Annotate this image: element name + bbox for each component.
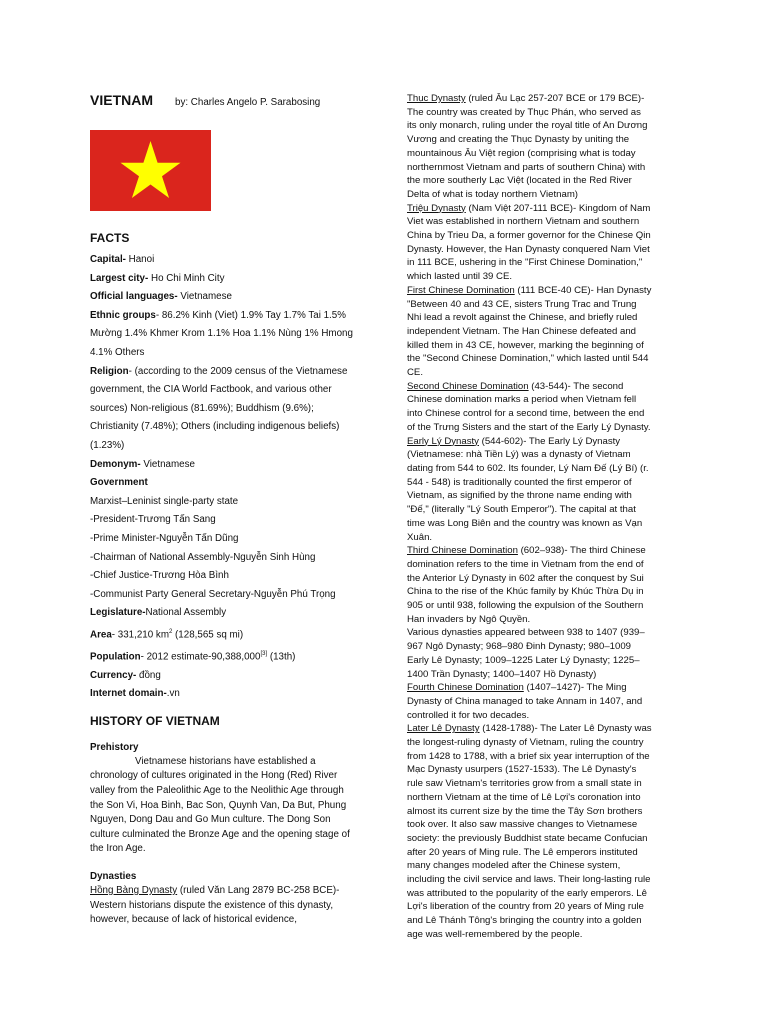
area-superscript: 2 [168,628,173,635]
left-column [90,92,360,928]
prehistory-paragraph [90,755,360,857]
fact-capital [90,251,360,270]
history-heading: HISTORY OF VIETNAM [90,713,220,728]
population-footnote: [3] [260,650,268,657]
author-line: by: Charles Angelo P. Sarabosing [175,97,321,108]
dynasties-heading: Dynasties [90,870,137,882]
dynasty-name: First Chinese Domination [407,284,515,296]
fact-value: Vietnamese [177,291,232,303]
dynasty-name: Later Lê Dynasty [407,723,480,735]
fact-religion [90,363,360,456]
fourth-domination-paragraph [407,681,652,722]
fact-label: Religion [90,365,129,377]
fact-label: Population [90,651,141,662]
fact-internet-domain [90,685,360,704]
dynasty-name: Early Lý Dynasty [407,435,479,447]
fact-prime-minister: -Prime Minister-Nguyễn Tấn Dũng [90,532,239,544]
fact-demonym [90,456,360,475]
fact-value: Vietnamese [140,458,195,470]
fact-label: Capital- [90,254,126,265]
fact-chairman: -Chairman of National Assembly-Nguyễn Sinh Hùng [90,551,316,563]
third-domination-paragraph [407,544,652,626]
fact-label: Government [90,477,148,489]
trieu-dynasty-paragraph [407,202,652,284]
fact-value: - (according to the 2009 census of the Vietnamese government, the CIA World Factbook, and various other sources) Non-religious (81.69%); Buddhism (9.6%); Christianity (7.48%); Others (including indigenous beliefs) (1.23%) [90,365,348,451]
prehistory-text: Vietnamese historians have established a chronology of cultures originated in the Hong (Red) River valley from the Paleolithic Age to the Neolithic Age through the Son Vi, Hoa Binh, Bac Son, Quynh Van, Da But, Phung Nguyen, Dong Dau and Go Mun culture. The Dong Son culture culminated the Bronze Age and the opening stage of the Iron Age. [90,755,350,855]
dynasty-name: Thục Dynasty [407,93,466,104]
dynasty-text: (111 BCE-40 CE)- Han Dynasty "Between 40 and 43 CE, sisters Trung Trac and Trung Nhi lead a revolt against the Chinese, and briefly ruled independent Vietnam. The Han Chinese defeated and killed them in 43 CE, however, marking the beginning of the "Second Chinese Domination," which lasted until 544 CE. [407,284,652,379]
dynasty-text: (ruled Âu Lạc 257-207 BCE or 179 BCE)- The country was created by Thục Phán, who served as its only monarch, ruling under the royal title of An Dương Vương and creating the Thục Dynasty by uniting the mountainous Âu Việt region (comprising what is today northernmost Vietnam and parts of southern China) with the more southerly Lạc Việt (located in the Red River Delta of what is today northern Vietnam) [407,93,648,200]
fact-label: Ethnic groups [90,309,156,321]
fact-languages [90,288,360,307]
fact-legislature [90,604,360,623]
dynasty-name: Triệu Dynasty [407,202,466,214]
fact-value-tail: (13th) [267,651,296,662]
fact-label: Currency- [90,669,137,681]
first-domination-paragraph [407,284,652,380]
vietnam-flag-image [90,130,211,211]
fact-value: .vn [166,688,180,700]
fact-value: - 2012 estimate-90,388,000 [140,651,261,662]
dynasty-text: (544-602)- The Early Lý Dynasty (Vietnamese: nhà Tiền Lý) was a dynasty of Vietnam dating from 544 to 602. Its founder, Lý Nam Đế (Lý Bí) (r. 544 - 548) is traditionally counted the first emperor of Vietnam, as signified by the throne name ending with "Đế," (literally "Lý South Emperor"). The capital at that time was Long Biên and the country was known as Vạn Xuân. [407,435,649,543]
dynasty-text: (1428-1788)- The Later Lê Dynasty was the longest-ruling dynasty of Vietnam, ruling the country from 1428 to 1788, with a brief six year interruption of the Mạc Dynasty usurpers (1527-1533). The Lê Dynasty's rule saw Vietnam's territories grow from a small state in northern Vietnam at the time of Lê Lợi's coronation into almost its current size by the time the Tây Sơn brothers took over. It also saw massive changes to Vietnamese society: the previously Buddhist state became Confucian after 20 years of Ming rule. The Lê emperors instituted many changes modeled after the Chinese system, including the civil service and laws. Their long-lasting rule was attributed to the popularity of the early emperors. Lê Lợi's liberation of the country from 20 years of Ming rule and Lê Thánh Tông's bringing the country into a golden age was well-remembered by the people. [407,723,652,940]
fact-value: - 331,210 km [111,629,169,641]
fact-president: -President-Trương Tấn Sang [90,514,216,526]
fact-label: Internet domain- [90,688,167,700]
various-dynasties-paragraph: Various dynasties appeared between 938 to 1407 (939–967 Ngô Dynasty; 968–980 Đinh Dynasty; 980–1009 Early Lê Dynasty; 1009–1225 Later Lý Dynasty; 1225–1400 Trần Dynasty; 1400–1407 Hồ Dynasty) [407,627,645,680]
fact-value: Hanoi [125,254,155,265]
fact-label: Largest city- [90,272,149,284]
fact-ethnic-groups [90,307,360,363]
fact-label: Official languages- [90,291,178,303]
dynasty-text: (43-544)- The second Chinese domination marks a period when Vietnam fell into Chinese control for a second time, between the end of the Trưng Sisters and the start of the Early Lý Dynasty. [407,380,651,433]
thuc-dynasty-paragraph [407,92,652,202]
facts-list [90,251,360,704]
fact-value-tail: (128,565 sq mi) [172,629,244,641]
fact-population [90,645,360,667]
flag-star-icon [90,130,211,211]
dynasty-name: Fourth Chinese Domination [407,682,524,694]
dynasty-text: (602–938)- The third Chinese domination refers to the time in Vietnam from the end of the Anterior Lý Dynasty in 602 after the conquest by Sui China to the rise of the Khúc family by Khúc Thừa Dụ in 905 or until 938, following the expulsion of the Southern Han invaders by Ngô Quyền. [407,545,646,625]
fact-chief-justice: -Chief Justice-Trương Hòa Bình [90,570,229,582]
hong-bang-text: (ruled Văn Lang 2879 BC-258 BCE)- Western historians dispute the existence of this dynasty, however, because of lack of historical evidence, [90,884,340,926]
fact-value: Ho Chi Minh City [148,272,225,284]
fact-largest-city [90,270,360,289]
prehistory-heading: Prehistory [90,741,139,753]
later-le-paragraph [407,722,652,941]
fact-government-type: Marxist–Leninist single-party state [90,495,239,507]
dynasty-name: Second Chinese Domination [407,380,529,392]
fact-label: Demonym- [90,458,141,470]
fact-value: National Assembly [145,607,227,619]
document-title: VIETNAM [90,92,153,108]
fact-value: đồng [136,669,161,681]
right-column [407,92,652,942]
fact-label: Area [90,629,112,641]
facts-heading: FACTS [90,231,130,245]
early-ly-paragraph [407,435,652,545]
hong-bang-link: Hồng Bàng Dynasty [90,884,178,896]
fact-government [90,474,360,493]
fact-party-secretary: -Communist Party General Secretary-Nguyễn Phú Trọng [90,588,336,600]
hong-bang-paragraph [90,884,360,928]
fact-currency [90,667,360,686]
title-row [90,92,360,112]
fact-value: - 86.2% Kinh (Viet) 1.9% Tay 1.7% Tai 1.5% Mường 1.4% Khmer Krom 1.1% Hoa 1.1% Nùng 1% Hmong 4.1% Others [90,309,353,358]
fact-area [90,623,360,645]
dynasty-text: (1407–1427)- The Ming Dynasty of China managed to take Annam in 1407, and controlled it for two decades. [407,682,643,721]
dynasty-text: (Nam Việt 207-111 BCE)- Kingdom of Nam Viet was established in northern Vietnam and southern China by Trieu Da, a former governor for the Chinese Qin Dynasty. However, the Han Dynasty conquered Nam Viet in 111 BCE, ushering in the "First Chinese Domination," which lasted until 39 CE. [407,202,651,283]
second-domination-paragraph [407,380,652,435]
dynasty-name: Third Chinese Domination [407,545,518,557]
fact-label: Legislature- [90,607,146,619]
